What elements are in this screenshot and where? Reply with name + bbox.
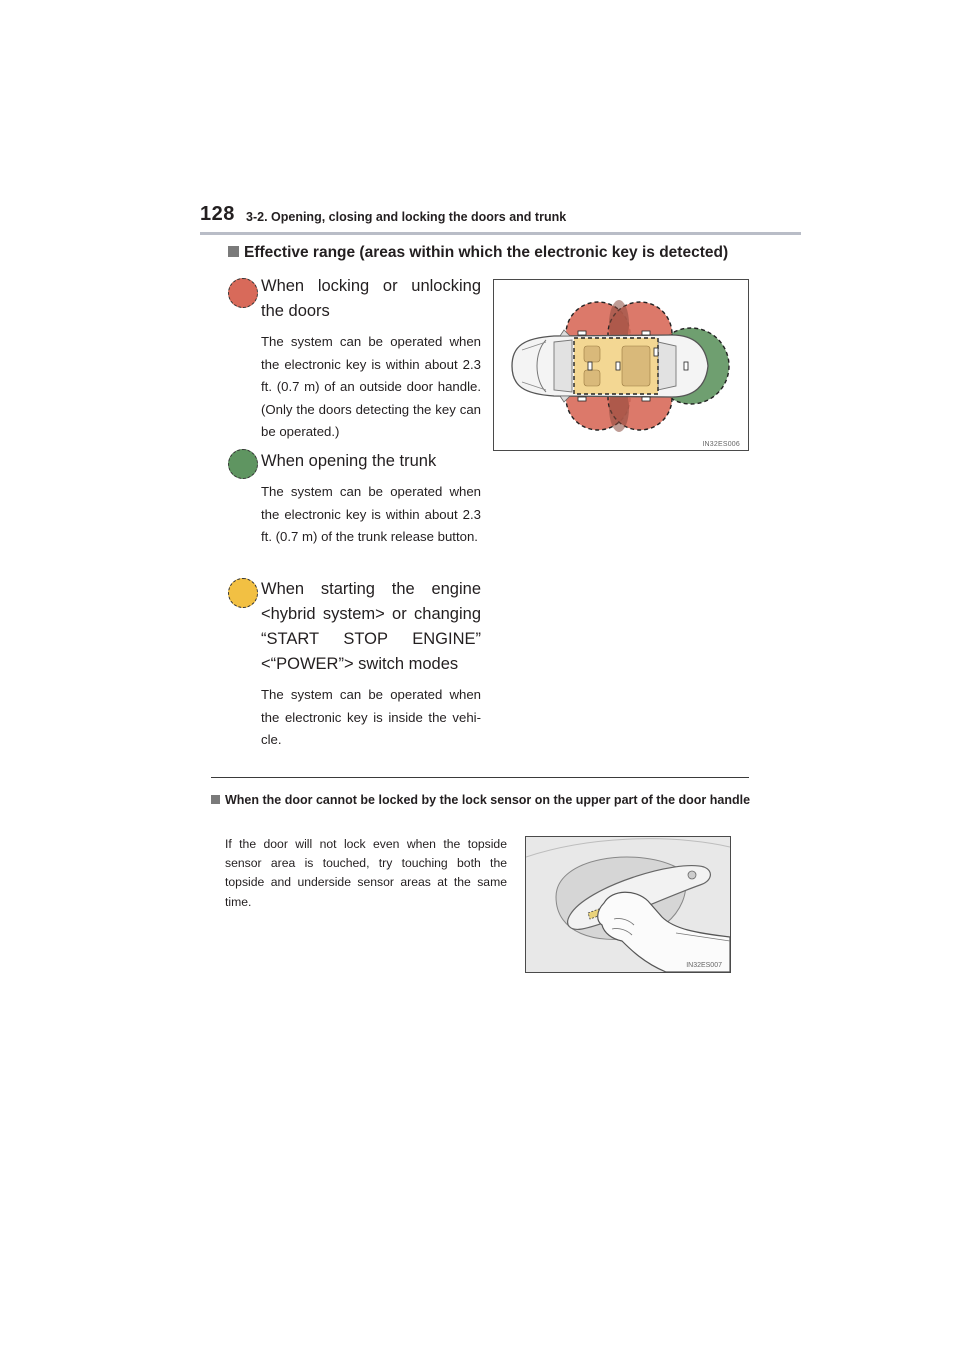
car-top-view-illustration [494,280,748,450]
item-title-trunk: When opening the trunk [261,452,437,470]
green-zone-marker-icon [228,449,258,479]
note-heading-text: When the door cannot be locked by the lock sensor on the upper part of the door handle [225,793,751,807]
item-body-doors: The system can be operated when the electronic key is within about 2.3 ft. (0.7 m) of an outside door handle. (Only the doors detecting the key can be operated.) [261,334,481,440]
square-bullet-icon [228,246,239,257]
figure-code-1: IN32ES006 [702,441,740,448]
header-rule [200,232,801,235]
item-title-engine: When starting the engine <hybrid system> or changing “START STOP ENGINE” <“POWER”> switch modes [261,580,481,673]
note-rule [211,777,749,778]
note-body: If the door will not lock even when the topside sensor area is touched, try touching both the topside and underside sensor areas at the same time. [225,837,507,909]
red-zone-marker-icon [228,278,258,308]
running-head: 3-2. Opening, closing and locking the doors and trunk [246,210,567,224]
door-handle-illustration [526,837,730,972]
note-heading [211,791,751,809]
section-heading-text: Effective range (areas within which the electronic key is detected) [244,244,729,261]
detection-range-figure [493,279,749,451]
figure-code-2: IN32ES007 [686,962,722,969]
door-handle-figure [525,836,731,973]
item-body-trunk: The system can be operated when the electronic key is within about 2.3 ft. (0.7 m) of the trunk release button. [261,484,481,545]
section-heading [228,244,728,262]
item-title-doors: When locking or unlocking the doors [261,277,481,320]
yellow-zone-marker-icon [228,578,258,608]
square-bullet-icon [211,795,220,804]
page-number: 128 [200,203,235,225]
item-body-engine: The system can be operated when the electronic key is inside the vehi-cle. [261,687,481,748]
